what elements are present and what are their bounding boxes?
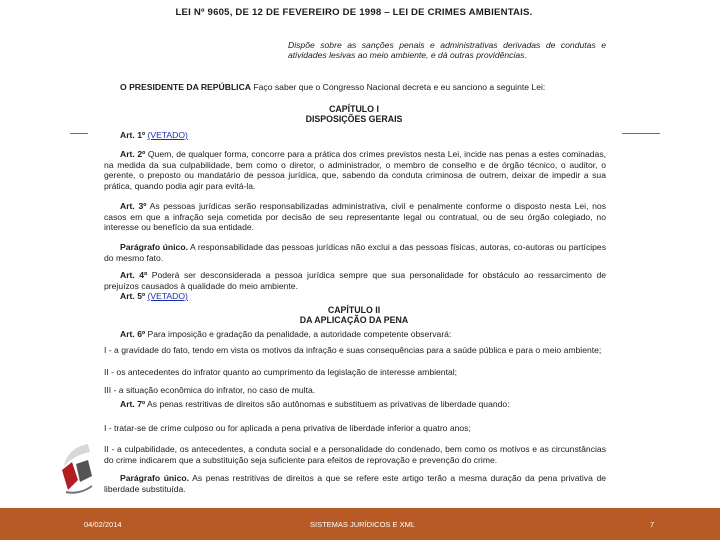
article-5-label: Art. 5º [120,291,146,301]
law-document-page [98,8,610,498]
article-7-item-1: I - tratar-se de crime culposo ou for aplicada a pena privativa de liberdade inferior a quatro anos; [104,423,471,433]
article-3-paragraph [104,242,606,263]
article-6-item-3: III - a situação econômica do infrator, no caso de multa. [104,385,316,395]
slide-footer [0,508,720,540]
article-2 [104,149,606,191]
article-4-label: Art. 4º [120,270,148,280]
document-ementa: Dispõe sobre as sanções penais e administrativas derivadas de condutas e atividades lesivas ao meio ambiente, e dá outras providências. [288,40,606,61]
article-3-label: Art. 3º [120,201,147,211]
article-7-text: As penas restritivas de direitos são autônomas e substituem as privativas de liberdade quando: [145,399,510,409]
article-1-label: Art. 1º [120,130,146,140]
preamble-bold: O PRESIDENTE DA REPÚBLICA [120,82,251,92]
left-divider-line [70,133,88,134]
footer-page-number: 7 [650,520,655,529]
article-3-text: As pessoas jurídicas serão responsabilizadas administrativa, civil e penalmente conforme o disposto nesta Lei, nos casos em que a infração seja cometida por decisão de seu representante legal ou contratual, ou de seu órgão colegiado, no interesse ou benefício da sua entidade. [104,201,606,233]
article-5-vetado-link[interactable]: (VETADO) [147,291,188,301]
footer-date: 04/02/2014 [84,520,122,529]
chapter-2-number: CAPÍTULO II [327,305,381,315]
preamble-text: Faço saber que o Congresso Nacional decreta e eu sanciono a seguinte Lei: [251,82,546,92]
article-4-text: Poderá ser desconsiderada a pessoa jurídica sempre que sua personalidade for obstáculo ao ressarcimento de prejuízos causados à qualidade do meio ambiente. [104,270,607,291]
article-7-paragraph [104,473,606,494]
article-1 [104,130,606,141]
article-7 [104,399,606,410]
article-2-text: Quem, de qualquer forma, concorre para a prática dos crimes previstos nesta Lei, incide nas penas a estes cominadas, na medida da sua culpabilidade, bem como o diretor, o administrador, o membro de conselho e de órgão técnico, o auditor, o gerente, o preposto ou mandatário de pessoa jurídica, que, sabendo da conduta criminosa de outrem, deixar de impedir a sua prática, quando podia agir para evitá-la. [104,149,606,191]
article-7-paragraph-label: Parágrafo único. [120,473,189,483]
right-divider-line [622,133,660,134]
article-3-paragraph-text: A responsabilidade das pessoas jurídicas não exclui a das pessoas físicas, autoras, co-autoras ou partícipes do mesmo fato. [104,242,607,263]
article-7-item-2: II - a culpabilidade, os antecedentes, a conduta social e a personalidade do condenado, bem como os motivos e as circunstâncias do crime indicarem que a substituição seja suficiente para efeitos de reprovação e prevenção do crime. [104,444,606,465]
article-7-label: Art. 7º [120,399,146,409]
footer-title: SISTEMAS JURÍDICOS E XML [310,520,416,529]
chapter-2-title: DA APLICAÇÃO DA PENA [299,315,409,325]
article-5 [104,291,606,302]
article-3-paragraph-label: Parágrafo único. [120,242,188,252]
article-6-item-1: I - a gravidade do fato, tendo em vista os motivos da infração e suas consequências para a saúde pública e para o meio ambiente; [104,345,602,355]
article-6 [104,329,606,340]
article-6-text: Para imposição e gradação da penalidade, a autoridade competente observará: [145,329,452,339]
slide-logo [58,440,98,496]
document-title: LEI Nº 9605, DE 12 DE FEVEREIRO DE 1998 – LEI DE CRIMES AMBIENTAIS. [175,7,533,18]
article-1-vetado-link[interactable]: (VETADO) [147,130,188,140]
chapter-1-title: DISPOSIÇÕES GERAIS [305,114,403,124]
article-3 [104,201,606,233]
article-6-item-2: II - os antecedentes do infrator quanto ao cumprimento da legislação de interesse ambiental; [104,367,458,377]
preamble [104,82,606,93]
article-6-label: Art. 6º [120,329,146,339]
article-7-paragraph-text: As penas restritivas de direitos a que se refere este artigo terão a mesma duração da pena privativa de liberdade substituída. [104,473,607,494]
chapter-1-number: CAPÍTULO I [329,104,379,114]
article-2-label: Art. 2º [120,149,146,159]
article-4 [104,270,606,291]
